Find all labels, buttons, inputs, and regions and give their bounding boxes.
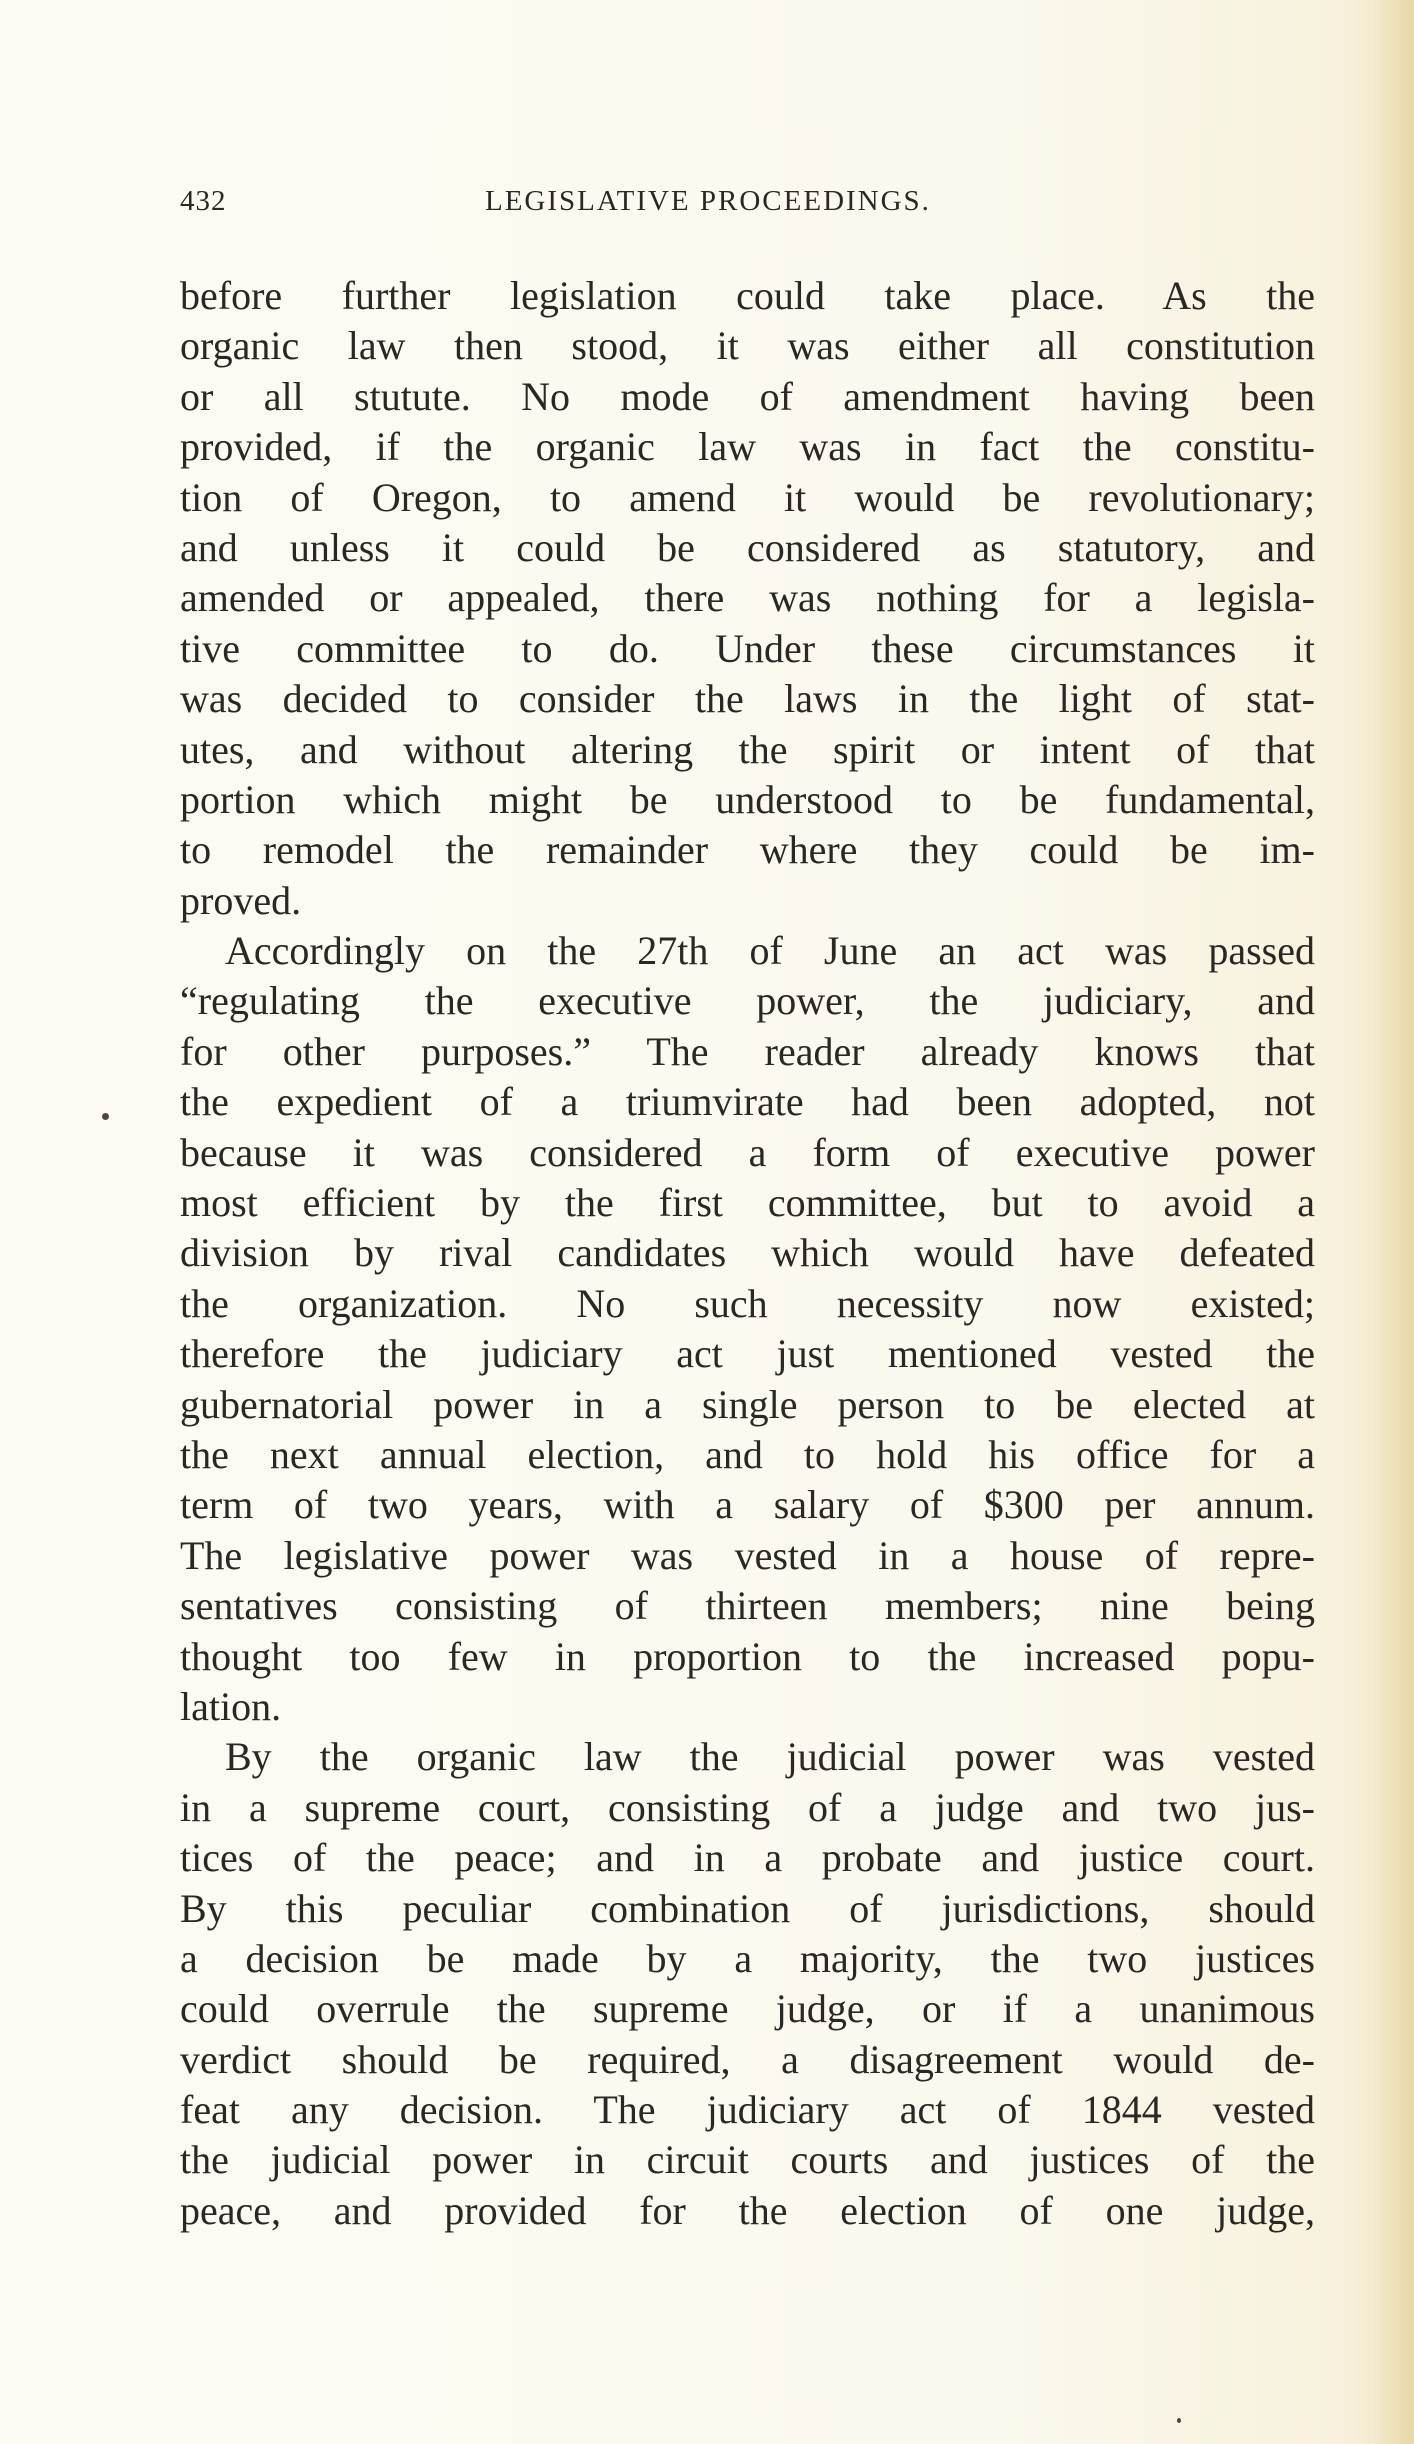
- text-line: division by rival candidates which would have defeated: [180, 1230, 1315, 1276]
- text-line: feat any decision. The judiciary act of 1844 vested: [180, 2087, 1315, 2133]
- body-text: [180, 271, 1315, 2236]
- text-line: tive committee to do. Under these circumstances it: [180, 625, 1315, 671]
- page-number: 432: [180, 185, 227, 217]
- text-line: By this peculiar combination of jurisdictions, should: [180, 1885, 1315, 1931]
- text-line: the judicial power in circuit courts and justices of the: [180, 2137, 1315, 2183]
- page-header: [180, 185, 1315, 225]
- text-line: because it was considered a form of executive power: [180, 1129, 1315, 1175]
- text-line: tices of the peace; and in a probate and justice court.: [180, 1835, 1315, 1881]
- paragraph-start-line: Accordingly on the 27th of June an act was passed: [225, 928, 1315, 974]
- text-line: portion which might be understood to be fundamental,: [180, 776, 1315, 822]
- text-line: sentatives consisting of thirteen members; nine being: [180, 1583, 1315, 1629]
- text-line: lation.: [180, 1683, 282, 1729]
- paragraph-start-line: By the organic law the judicial power was vested: [225, 1734, 1315, 1780]
- text-line: The legislative power was vested in a house of repre-: [180, 1532, 1315, 1578]
- text-line: or all stutute. No mode of amendment having been: [180, 373, 1315, 419]
- text-line: most efficient by the first committee, but to avoid a: [180, 1180, 1315, 1226]
- text-line: gubernatorial power in a single person to be elected at: [180, 1381, 1315, 1427]
- text-line: a decision be made by a majority, the two justices: [180, 1935, 1315, 1981]
- text-line: provided, if the organic law was in fact the constitu-: [180, 424, 1315, 470]
- text-line: the expedient of a triumvirate had been adopted, not: [180, 1079, 1315, 1125]
- text-line: organic law then stood, it was either all constitution: [180, 323, 1315, 369]
- text-line: utes, and without altering the spirit or intent of that: [180, 726, 1315, 772]
- text-line: was decided to consider the laws in the light of stat-: [180, 676, 1315, 722]
- text-line: thought too few in proportion to the increased popu-: [180, 1633, 1315, 1679]
- text-line: proved.: [180, 877, 302, 923]
- text-line: in a supreme court, consisting of a judge and two jus-: [180, 1784, 1315, 1830]
- text-line: amended or appealed, there was nothing for a legisla-: [180, 575, 1315, 621]
- text-line: could overrule the supreme judge, or if a unanimous: [180, 1986, 1315, 2032]
- text-line: the next annual election, and to hold his office for a: [180, 1431, 1315, 1477]
- text-line: tion of Oregon, to amend it would be revolutionary;: [180, 474, 1315, 520]
- page-edge-shading: [1374, 0, 1414, 2444]
- text-line: the organization. No such necessity now existed;: [180, 1280, 1315, 1326]
- running-head: LEGISLATIVE PROCEEDINGS.: [485, 185, 931, 217]
- text-line: for other purposes.” The reader already knows that: [180, 1028, 1315, 1074]
- text-line: and unless it could be considered as statutory, and: [180, 524, 1315, 570]
- text-line: term of two years, with a salary of $300 per annum.: [180, 1482, 1315, 1528]
- text-line: peace, and provided for the election of one judge,: [180, 2187, 1315, 2233]
- text-line: therefore the judiciary act just mentioned vested the: [180, 1331, 1315, 1377]
- text-line: “regulating the executive power, the judiciary, and: [180, 978, 1315, 1024]
- text-line: to remodel the remainder where they could be im-: [180, 827, 1315, 873]
- ink-speck: [1177, 2418, 1181, 2423]
- text-line: before further legislation could take place. As the: [180, 273, 1315, 318]
- ink-speck: [102, 1113, 109, 1120]
- text-line: verdict should be required, a disagreement would de-: [180, 2036, 1315, 2082]
